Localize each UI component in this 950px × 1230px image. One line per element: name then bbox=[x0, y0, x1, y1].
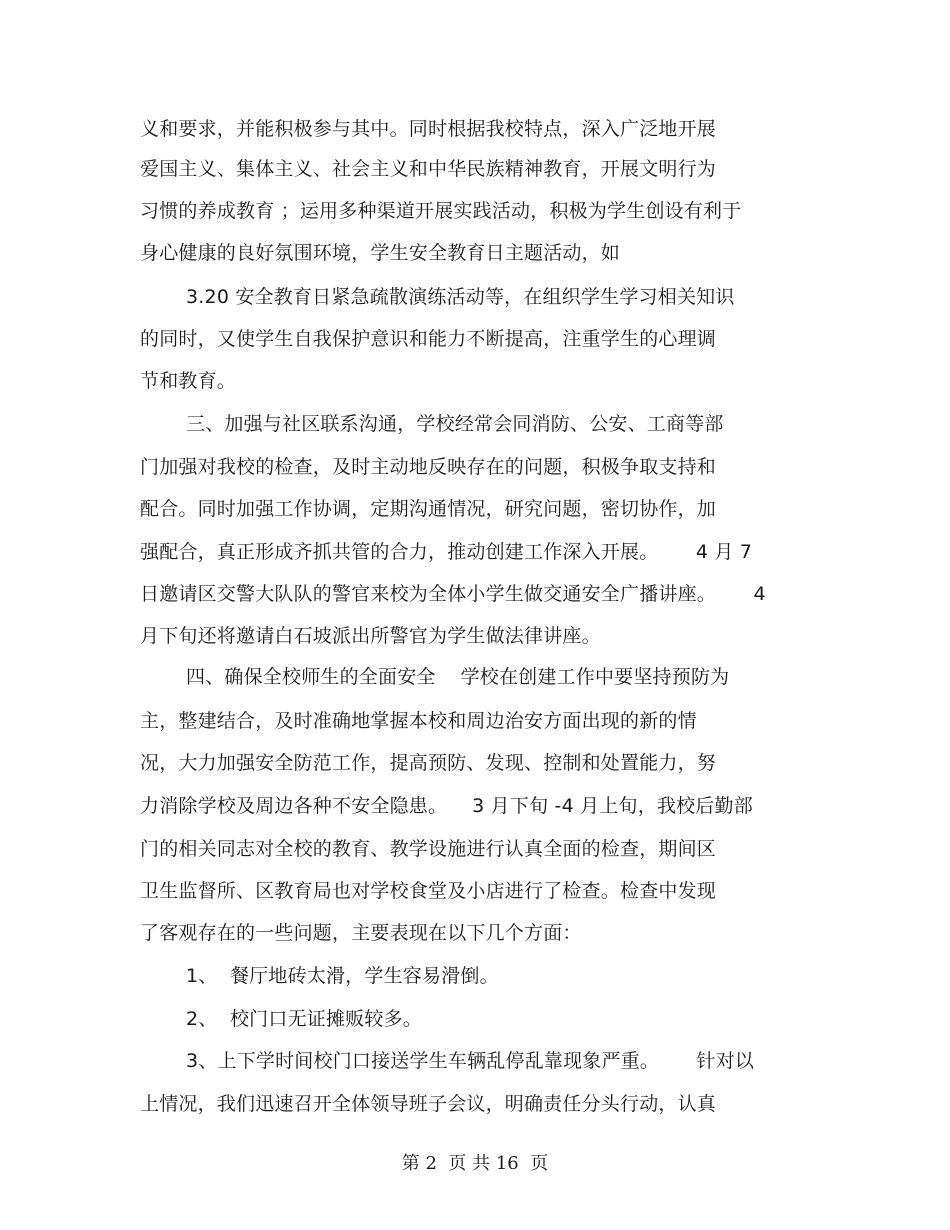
list-item: 3、上下学时间校门口接送学生车辆乱停乱靠现象严重。 针对以 bbox=[186, 1050, 755, 1072]
text-line: 力消除学校及周边各种不安全隐患。 3 月下旬 -4 月上旬，我校后勤部 bbox=[140, 795, 753, 817]
text-line: 强配合，真正形成齐抓共管的合力，推动创建工作深入开展。 4 月 7 bbox=[140, 541, 753, 563]
text-line: 爱国主义、集体主义、社会主义和中华民族精神教育，开展文明行为 bbox=[140, 158, 717, 180]
paragraph-heading: 三、加强与社区联系沟通，学校经常会同消防、公安、工商等部 bbox=[186, 413, 724, 435]
text-line: 配合。同时加强工作协调，定期沟通情况，研究问题，密切协作，加 bbox=[140, 498, 717, 520]
text-line: 节和教育。 bbox=[140, 370, 237, 392]
list-item: 2、 校门口无证摊贩较多。 bbox=[186, 1008, 422, 1030]
text-line: 月下旬还将邀请白石坡派出所警官为学生做法律讲座。 bbox=[140, 625, 601, 647]
text-line: 了客观存在的一些问题，主要表现在以下几个方面： bbox=[140, 922, 582, 944]
list-item: 1、 餐厅地砖太滑，学生容易滑倒。 bbox=[186, 965, 499, 987]
text-line: 卫生监督所、区教育局也对学校食堂及小店进行了检查。检查中发现 bbox=[140, 880, 717, 902]
text-line: 习惯的养成教育 ；运用多种渠道开展实践活动，积极为学生创设有利于 bbox=[140, 200, 742, 222]
text-line: 上情况，我们迅速召开全体领导班子会议，明确责任分头行动，认真 bbox=[140, 1093, 717, 1115]
text-line: 身心健康的良好氛围环境，学生安全教育日主题活动，如 bbox=[140, 242, 621, 264]
text-line: 主，整建结合，及时准确地掌握本校和周边治安方面出现的新的情 bbox=[140, 710, 697, 732]
text-line: 况，大力加强安全防范工作，提高预防、发现、控制和处置能力，努 bbox=[140, 752, 717, 774]
text-line: 义和要求，并能积极参与其中。同时根据我校特点，深入广泛地开展 bbox=[140, 118, 717, 140]
text-line: 的同时，又使学生自我保护意识和能力不断提高，注重学生的心理调 bbox=[140, 328, 717, 350]
page-number: 第 2 页 共 16 页 bbox=[401, 1153, 549, 1174]
text-line: 门加强对我校的检查，及时主动地反映存在的问题，积极争取支持和 bbox=[140, 456, 717, 478]
paragraph-heading: 四、确保全校师生的全面安全 学校在创建工作中要坚持预防为 bbox=[186, 666, 730, 688]
text-line: 日邀请区交警大队队的警官来校为全体小学生做交通安全广播讲座。 4 bbox=[140, 583, 766, 605]
text-line: 3.20 安全教育日紧急疏散演练活动等，在组织学生学习相关知识 bbox=[186, 286, 735, 308]
text-line: 门的相关同志对全校的教育、教学设施进行认真全面的检查，期间区 bbox=[140, 838, 717, 860]
